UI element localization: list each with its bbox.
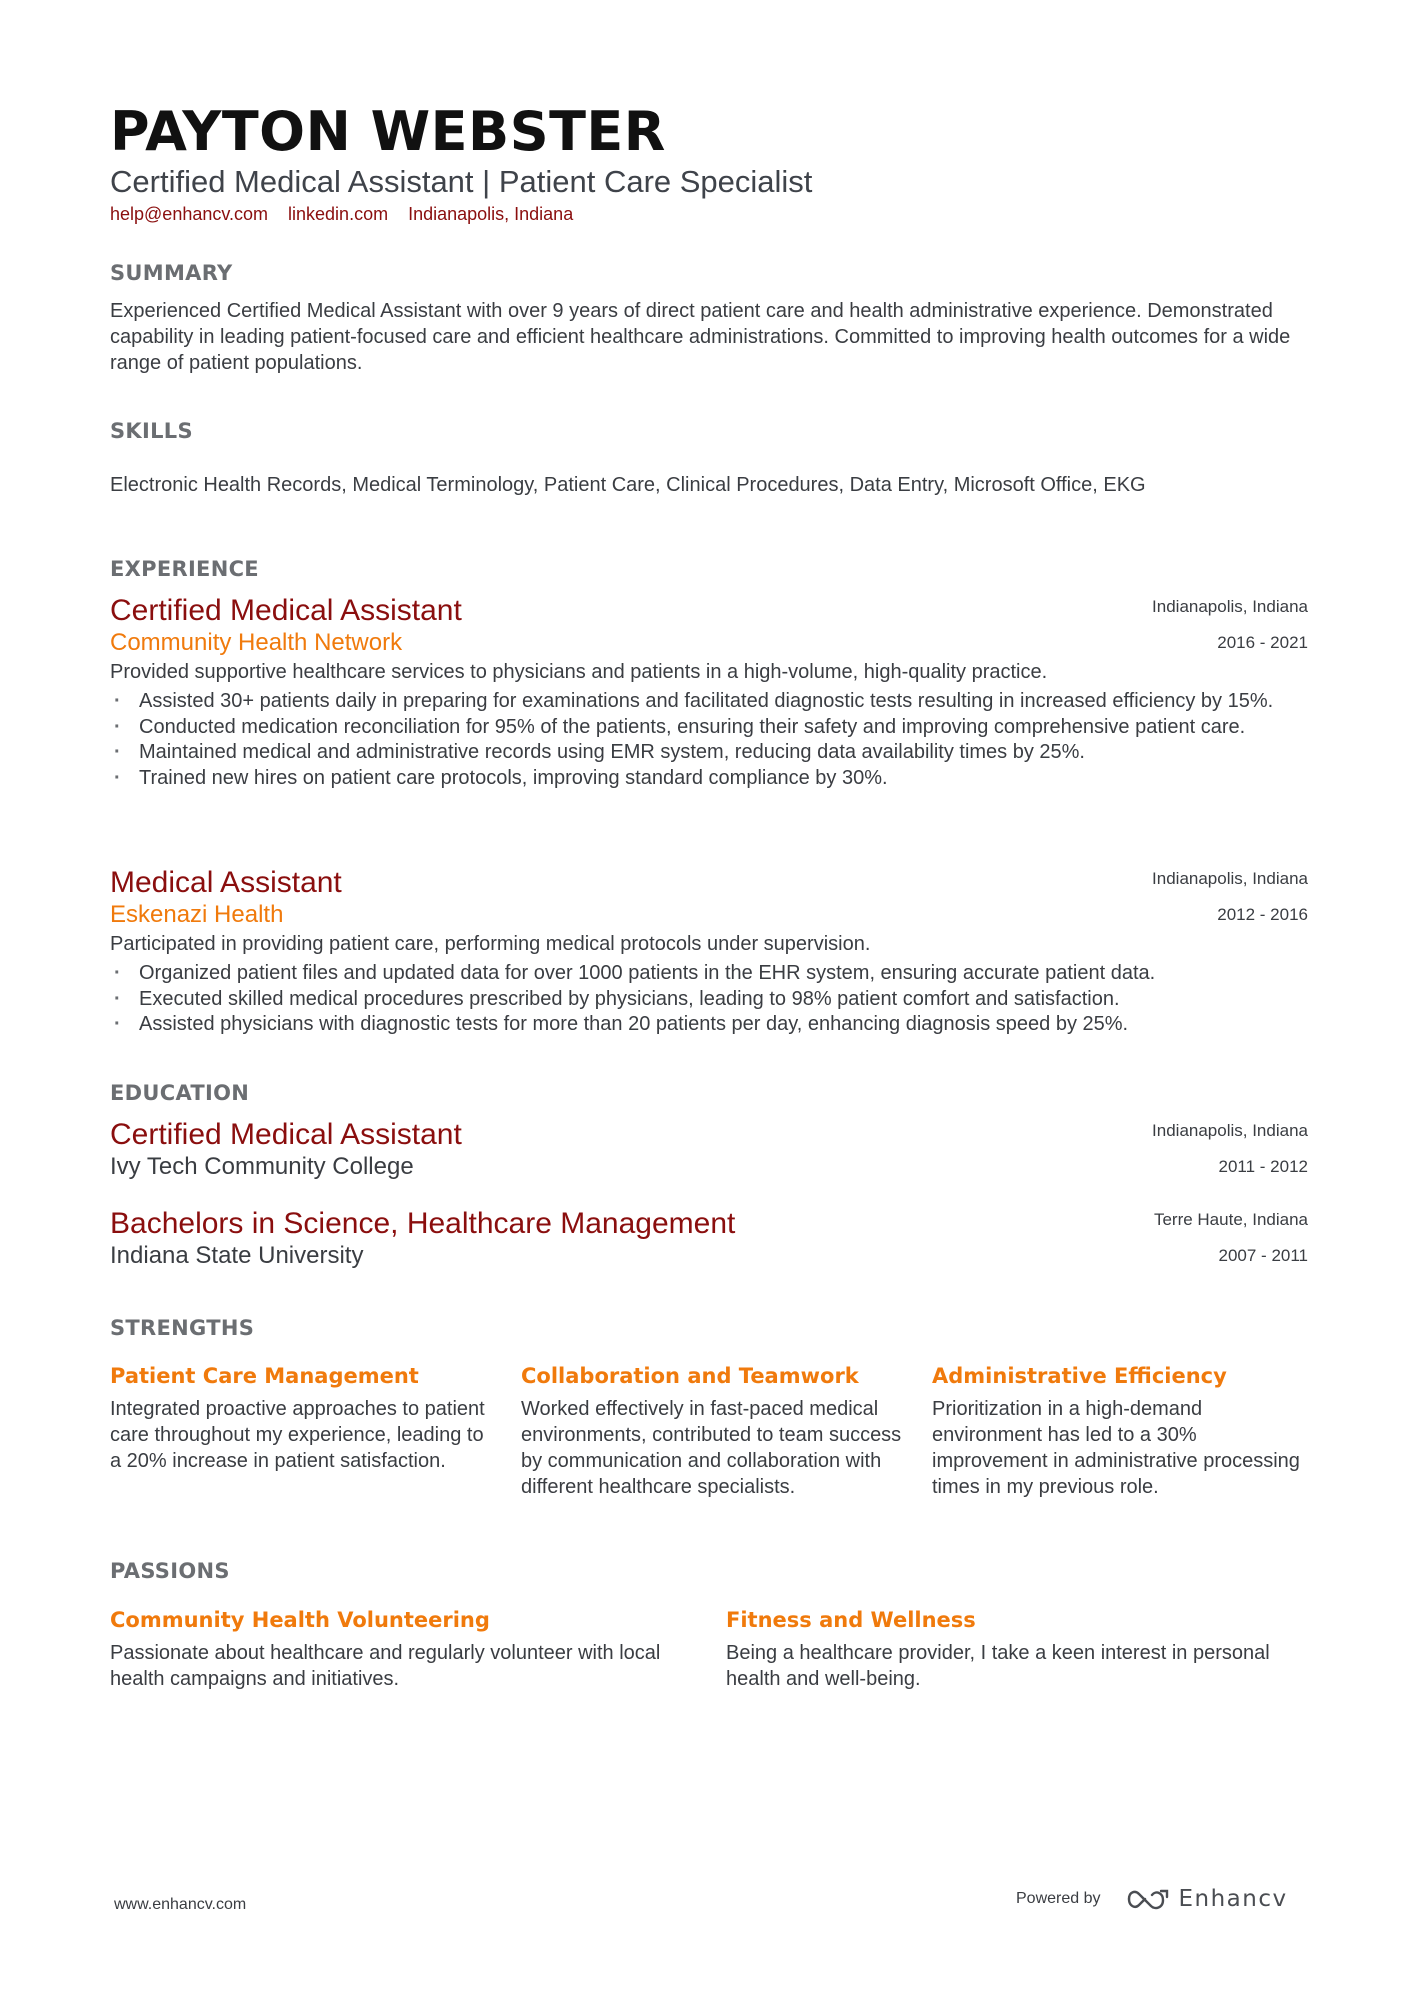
strength-title: Patient Care Management	[110, 1364, 419, 1388]
experience-heading: EXPERIENCE	[110, 557, 259, 581]
powered-by-text: Powered by	[1016, 1890, 1101, 1907]
skills-heading: SKILLS	[110, 419, 193, 443]
job-description: Participated in providing patient care, performing medical protocols under supervision.	[110, 933, 871, 955]
candidate-headline: Certified Medical Assistant | Patient Care Specialist	[110, 164, 813, 199]
strength-item	[932, 1362, 1317, 1500]
footer-website[interactable]: www.enhancv.com	[114, 1896, 247, 1913]
strength-text: Integrated proactive approaches to patient care throughout my experience, leading to a 20% increase in patient satisfaction.	[110, 1398, 485, 1472]
degree-title: Bachelors in Science, Healthcare Management	[110, 1207, 736, 1240]
school-name: Ivy Tech Community College	[110, 1153, 414, 1180]
summary-text: Experienced Certified Medical Assistant with over 9 years of direct patient care and health administrative experience. Demonstrated capability in leading patient-focused care and efficient healthcare administrations. Committed to improving health outcomes for a wide range of patient populations.	[110, 300, 1291, 374]
company-name: Eskenazi Health	[110, 901, 284, 928]
bullet-item: · Assisted 30+ patients daily in preparing for examinations and facilitated diagnostic tests resulting in increased efficiency by 15%.	[110, 689, 1308, 715]
bullet-item: · Trained new hires on patient care protocols, improving standard compliance by 30%.	[110, 766, 1308, 792]
passion-text: Passionate about healthcare and regularly volunteer with local health campaigns and initiatives.	[110, 1642, 661, 1690]
job-description: Provided supportive healthcare services to physicians and patients in a high-volume, high-quality practice.	[110, 661, 1048, 683]
education-entry	[110, 1117, 1308, 1181]
strength-item	[521, 1362, 906, 1500]
strength-title: Collaboration and Teamwork	[521, 1364, 859, 1388]
strength-item	[110, 1362, 495, 1474]
strength-text: Worked effectively in fast-paced medical environments, contributed to team success by communication and collaboration with different healthcare specialists.	[521, 1398, 902, 1498]
job-dates: 2016 - 2021	[1217, 633, 1308, 652]
school-dates: 2011 - 2012	[1218, 1157, 1308, 1176]
enhancv-logo[interactable]	[1125, 1886, 1288, 1912]
passion-title: Community Health Volunteering	[110, 1608, 490, 1632]
location-text: Indianapolis, Indiana	[408, 204, 574, 224]
footer-branding	[1016, 1886, 1288, 1912]
bullet-item: · Organized patient files and updated data for over 1000 patients in the EHR system, ensuring accurate patient data.	[110, 961, 1308, 987]
school-name: Indiana State University	[110, 1242, 364, 1269]
bullet-item: · Assisted physicians with diagnostic tests for more than 20 patients per day, enhancing diagnosis speed by 25%.	[110, 1012, 1308, 1038]
email-link[interactable]: help@enhancv.com	[110, 204, 269, 224]
candidate-name: PAYTON WEBSTER	[110, 100, 666, 163]
experience-entry	[110, 865, 1308, 1038]
summary-heading: SUMMARY	[110, 261, 233, 285]
school-location: Terre Haute, Indiana	[1153, 1210, 1308, 1229]
education-entry	[110, 1206, 1308, 1270]
school-dates: 2007 - 2011	[1218, 1246, 1308, 1265]
passion-item	[726, 1606, 1306, 1692]
school-location: Indianapolis, Indiana	[1152, 1121, 1308, 1140]
strength-title: Administrative Efficiency	[932, 1364, 1227, 1388]
passion-item	[110, 1606, 690, 1692]
brand-name: Enhancv	[1178, 1886, 1288, 1912]
education-heading: EDUCATION	[110, 1081, 250, 1105]
linkedin-link[interactable]: linkedin.com	[288, 204, 389, 224]
bullet-item: · Conducted medication reconciliation for 95% of the patients, ensuring their safety and improving comprehensive patient care.	[110, 715, 1308, 741]
bullet-item: · Executed skilled medical procedures prescribed by physicians, leading to 98% patient comfort and satisfaction.	[110, 987, 1308, 1013]
strengths-heading: STRENGTHS	[110, 1316, 255, 1340]
job-dates: 2012 - 2016	[1217, 905, 1308, 924]
passion-title: Fitness and Wellness	[726, 1608, 976, 1632]
passions-heading: PASSIONS	[110, 1559, 230, 1583]
bullet-item: · Maintained medical and administrative records using EMR system, reducing data availability times by 25%.	[110, 740, 1308, 766]
job-title: Medical Assistant	[110, 866, 342, 899]
job-title: Certified Medical Assistant	[110, 594, 462, 627]
job-bullets	[110, 689, 1308, 791]
experience-entry	[110, 593, 1308, 791]
contact-info	[110, 204, 593, 225]
passion-text: Being a healthcare provider, I take a keen interest in personal health and well-being.	[726, 1642, 1270, 1690]
skills-text: Electronic Health Records, Medical Terminology, Patient Care, Clinical Procedures, Data Entry, Microsoft Office, EKG	[110, 474, 1146, 496]
strength-text: Prioritization in a high-demand environment has led to a 30% improvement in administrative processing times in my previous role.	[932, 1398, 1300, 1498]
job-bullets	[110, 961, 1308, 1038]
job-location: Indianapolis, Indiana	[1152, 869, 1308, 888]
enhancv-logo-icon	[1125, 1886, 1171, 1912]
company-name: Community Health Network	[110, 629, 403, 656]
job-location: Indianapolis, Indiana	[1152, 597, 1308, 616]
degree-title: Certified Medical Assistant	[110, 1118, 462, 1151]
